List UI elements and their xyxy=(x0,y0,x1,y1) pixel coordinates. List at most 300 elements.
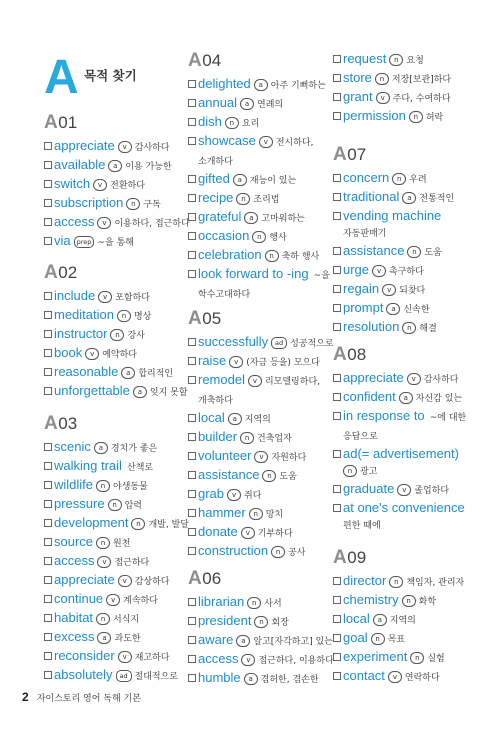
checkbox-icon[interactable] xyxy=(44,311,52,319)
pos-icon: a xyxy=(240,98,254,110)
vocab-item xyxy=(44,213,190,232)
vocab-item xyxy=(188,466,334,485)
checkbox-icon[interactable] xyxy=(44,330,52,338)
checkbox-icon[interactable] xyxy=(44,671,52,679)
section-letter: A xyxy=(44,112,58,133)
pos-icon: n xyxy=(371,633,385,645)
vocab-item xyxy=(188,265,330,303)
vocab-meaning: 예약하다 xyxy=(102,350,137,360)
vocab-item xyxy=(188,371,334,409)
vocab-item xyxy=(333,242,454,261)
pos-icon: n xyxy=(375,73,389,85)
checkbox-icon[interactable] xyxy=(44,500,52,508)
checkbox-icon[interactable] xyxy=(333,323,341,331)
section-heading xyxy=(44,112,190,134)
vocab-word: remodel xyxy=(198,372,245,387)
chapter-title: 목적 찾기 xyxy=(84,68,137,83)
vocab-word: celebration xyxy=(198,247,262,262)
checkbox-icon[interactable] xyxy=(44,557,52,565)
checkbox-icon[interactable] xyxy=(333,212,341,220)
vocab-item xyxy=(44,194,190,213)
vocab-meaning: 도움 xyxy=(279,472,297,482)
checkbox-icon[interactable] xyxy=(333,285,341,293)
pos-icon: v xyxy=(259,136,273,148)
vocab-meaning: 재능이 있는 xyxy=(249,176,297,186)
vocab-item xyxy=(333,591,464,610)
vocab-item xyxy=(44,438,189,457)
vocab-item xyxy=(188,189,330,208)
vocab-word: chemistry xyxy=(343,592,399,607)
vocab-word: ad(= advertisement) xyxy=(343,446,459,461)
checkbox-icon[interactable] xyxy=(44,633,52,641)
vocab-word: assistance xyxy=(343,243,405,258)
vocab-meaning: 요청 xyxy=(406,56,424,66)
vocab-item xyxy=(188,485,334,504)
vocab-meaning: 연락하다 xyxy=(404,673,440,683)
vocab-word: local xyxy=(198,410,225,425)
vocab-meaning: 신속한 xyxy=(403,305,430,315)
pos-icon: n xyxy=(126,198,140,210)
vocab-word: pressure xyxy=(54,496,105,511)
vocab-item xyxy=(44,609,189,628)
vocab-word: switch xyxy=(54,176,91,191)
vocab-item xyxy=(333,299,454,318)
vocab-word: available xyxy=(54,157,106,172)
vocab-meaning: 전시하다, xyxy=(275,138,314,148)
pos-icon: a xyxy=(108,160,122,172)
vocab-item xyxy=(333,445,466,480)
vocab-word: request xyxy=(343,51,387,66)
checkbox-icon[interactable] xyxy=(333,266,341,274)
pos-icon: n xyxy=(402,595,416,607)
checkbox-icon[interactable] xyxy=(188,636,196,644)
vocab-word: wildlife xyxy=(54,477,94,492)
word-section xyxy=(333,547,464,686)
word-section xyxy=(188,308,334,561)
pos-icon: n xyxy=(254,616,268,628)
checkbox-icon[interactable] xyxy=(188,674,196,682)
checkbox-icon[interactable] xyxy=(188,471,196,479)
vocab-item xyxy=(44,325,188,344)
vocab-word: showcase xyxy=(198,133,256,148)
checkbox-icon[interactable] xyxy=(188,528,196,536)
section-heading xyxy=(333,344,466,366)
pos-icon: a xyxy=(97,632,111,644)
vocab-item xyxy=(188,650,334,669)
vocab-word: raise xyxy=(198,353,227,368)
vocab-word: meditation xyxy=(54,307,114,322)
checkbox-icon[interactable] xyxy=(44,481,52,489)
checkbox-icon[interactable] xyxy=(333,412,341,420)
checkbox-icon[interactable] xyxy=(333,55,341,63)
vocab-item xyxy=(44,476,189,495)
vocab-word: scenic xyxy=(54,439,91,454)
pos-icon: prep xyxy=(74,236,95,248)
pos-icon: n xyxy=(225,117,239,129)
checkbox-icon[interactable] xyxy=(44,349,52,357)
vocab-word: habitat xyxy=(54,610,94,625)
vocab-item xyxy=(333,610,464,629)
vocab-word: traditional xyxy=(343,189,400,204)
checkbox-icon[interactable] xyxy=(44,519,52,527)
vocab-item xyxy=(333,280,454,299)
vocab-word: librarian xyxy=(198,594,245,609)
pos-icon: v xyxy=(382,284,396,296)
vocab-word: annual xyxy=(198,95,238,110)
vocab-word: permission xyxy=(343,108,406,123)
checkbox-icon[interactable] xyxy=(188,137,196,145)
word-section xyxy=(188,50,330,303)
vocab-word: contact xyxy=(343,668,385,683)
pos-icon: a xyxy=(244,673,258,685)
vocab-word: prompt xyxy=(343,300,384,315)
vocab-word: regain xyxy=(343,281,380,296)
checkbox-icon[interactable] xyxy=(44,576,52,584)
pos-icon: n xyxy=(247,597,261,609)
checkbox-icon[interactable] xyxy=(44,462,52,470)
vocab-item xyxy=(44,533,189,552)
pos-icon: a xyxy=(133,386,147,398)
pos-icon: n xyxy=(240,432,254,444)
vocab-word: include xyxy=(54,288,96,303)
checkbox-icon[interactable] xyxy=(333,615,341,623)
checkbox-icon[interactable] xyxy=(188,414,196,422)
vocab-word: unforgettable xyxy=(54,383,130,398)
pos-icon: v xyxy=(118,141,132,153)
vocab-word: goal xyxy=(343,630,368,645)
vocab-word: access xyxy=(54,553,95,568)
pos-icon: v xyxy=(229,356,243,368)
vocab-item xyxy=(188,352,334,371)
vocab-meaning-cont: 소개하다 xyxy=(198,157,233,167)
vocab-meaning: 행사 xyxy=(269,233,287,243)
checkbox-icon[interactable] xyxy=(333,93,341,101)
pos-icon: n xyxy=(389,54,403,66)
checkbox-icon[interactable] xyxy=(44,218,52,226)
pos-icon: n xyxy=(236,193,250,205)
checkbox-icon[interactable] xyxy=(188,80,196,88)
vocab-meaning: 강사 xyxy=(127,331,145,341)
vocab-meaning: 되찾다 xyxy=(399,286,426,296)
checkbox-icon[interactable] xyxy=(188,433,196,441)
vocab-meaning: 이용 가능한 xyxy=(125,162,172,172)
vocab-item xyxy=(333,261,454,280)
checkbox-icon[interactable] xyxy=(44,142,52,150)
vocab-word: urge xyxy=(343,262,370,277)
vocab-meaning: 개발, 발달 xyxy=(148,520,189,530)
section-heading xyxy=(188,308,334,330)
vocab-item xyxy=(44,514,189,533)
word-section xyxy=(188,568,334,688)
section-letter: A xyxy=(188,568,202,589)
vocab-item xyxy=(44,552,189,571)
vocab-item xyxy=(333,572,464,591)
vocab-meaning: 성공적으로 xyxy=(290,339,334,349)
vocab-meaning: 이용하다, 접근하다 xyxy=(114,219,190,229)
vocab-meaning: 해결 xyxy=(419,324,437,334)
checkbox-icon[interactable] xyxy=(44,652,52,660)
vocab-meaning: 저장[보관]하다 xyxy=(391,75,452,85)
checkbox-icon[interactable] xyxy=(188,270,196,278)
checkbox-icon[interactable] xyxy=(333,74,341,82)
word-section xyxy=(44,262,188,401)
checkbox-icon[interactable] xyxy=(44,387,52,395)
vocab-meaning: 공사 xyxy=(288,548,306,558)
checkbox-icon[interactable] xyxy=(333,304,341,312)
vocab-item xyxy=(44,363,188,382)
section-heading xyxy=(44,413,189,435)
section-heading xyxy=(333,144,454,166)
checkbox-icon[interactable] xyxy=(44,180,52,188)
vocab-item xyxy=(333,388,466,407)
vocab-word: occasion xyxy=(198,228,250,243)
vocab-meaning: 압력 xyxy=(124,501,142,511)
pos-icon: v xyxy=(97,217,111,229)
pos-icon: v xyxy=(118,651,132,663)
vocab-meaning-cont: 학수고대하다 xyxy=(198,290,251,300)
vocab-item xyxy=(333,369,466,388)
vocab-item xyxy=(333,629,464,648)
vocab-meaning: 조리법 xyxy=(253,195,280,205)
pos-icon: n xyxy=(249,508,263,520)
vocab-word: delighted xyxy=(198,76,251,91)
vocab-item xyxy=(188,504,334,523)
vocab-word: volunteer xyxy=(198,448,252,463)
vocab-item xyxy=(333,407,466,445)
section-number: 03 xyxy=(58,414,78,433)
vocab-meaning: 쥐다 xyxy=(244,491,262,501)
vocab-word: dish xyxy=(198,114,222,129)
vocab-word: assistance xyxy=(198,467,260,482)
vocab-meaning: 우려 xyxy=(409,175,427,185)
checkbox-icon[interactable] xyxy=(44,292,52,300)
checkbox-icon[interactable] xyxy=(333,577,341,585)
vocab-word: donate xyxy=(198,524,238,539)
vocab-word: director xyxy=(343,573,387,588)
checkbox-icon[interactable] xyxy=(188,194,196,202)
vocab-meaning: 원천 xyxy=(113,539,131,549)
checkbox-icon[interactable] xyxy=(188,118,196,126)
checkbox-icon[interactable] xyxy=(333,112,341,120)
checkbox-icon[interactable] xyxy=(188,598,196,606)
vocab-word: graduate xyxy=(343,481,395,496)
section-heading xyxy=(333,547,464,569)
vocab-word: president xyxy=(198,613,252,628)
pos-icon: v xyxy=(93,179,107,191)
checkbox-icon[interactable] xyxy=(188,617,196,625)
pos-icon: n xyxy=(110,329,124,341)
vocab-meaning: 주다, 수여하다 xyxy=(392,94,451,104)
vocab-item xyxy=(188,631,334,650)
vocab-meaning: 건축업자 xyxy=(257,434,292,444)
vocab-item xyxy=(44,457,189,476)
vocab-word: absolutely xyxy=(54,667,113,682)
pos-icon: n xyxy=(96,480,110,492)
vocab-item xyxy=(333,667,464,686)
vocab-meaning: ~을 통해 xyxy=(97,238,134,248)
vocab-word: store xyxy=(343,70,372,85)
checkbox-icon[interactable] xyxy=(188,509,196,517)
vocab-word: look forward to -ing xyxy=(198,266,309,281)
checkbox-icon[interactable] xyxy=(188,376,196,384)
vocab-meaning: 전통적인 xyxy=(419,194,455,204)
vocab-item xyxy=(188,208,330,227)
vocab-meaning: 감상하다 xyxy=(134,577,170,587)
pos-icon: n xyxy=(271,546,285,558)
checkbox-icon[interactable] xyxy=(333,634,341,642)
pos-icon: v xyxy=(98,291,112,303)
checkbox-icon[interactable] xyxy=(333,450,341,458)
vocab-item xyxy=(44,156,190,175)
vocab-word: resolution xyxy=(343,319,400,334)
vocab-item xyxy=(333,50,451,69)
vocab-meaning: (자금 등을) 모으다 xyxy=(246,358,320,368)
pos-icon: a xyxy=(94,442,108,454)
vocab-word: access xyxy=(54,214,95,229)
pos-icon: a xyxy=(402,192,416,204)
pos-icon: n xyxy=(402,322,416,334)
vocab-meaning-cont: 편한 때에 xyxy=(343,521,381,531)
checkbox-icon[interactable] xyxy=(44,595,52,603)
vocab-meaning: 접근하다 xyxy=(114,558,150,568)
pos-icon: n xyxy=(410,652,424,664)
pos-icon: v xyxy=(85,348,99,360)
checkbox-icon[interactable] xyxy=(333,193,341,201)
pos-icon: v xyxy=(388,671,402,683)
pos-icon: v xyxy=(248,375,262,387)
checkbox-icon[interactable] xyxy=(188,452,196,460)
vocab-item xyxy=(188,523,334,542)
vocab-word: grant xyxy=(343,89,373,104)
vocab-word: excess xyxy=(54,629,95,644)
vocab-meaning: 허락 xyxy=(425,113,444,123)
checkbox-icon[interactable] xyxy=(333,174,341,182)
checkbox-icon[interactable] xyxy=(188,338,196,346)
vocab-word: construction xyxy=(198,543,269,558)
section-letter: A xyxy=(188,308,202,329)
section-heading xyxy=(188,50,330,72)
pos-icon: n xyxy=(108,499,122,511)
checkbox-icon[interactable] xyxy=(188,251,196,259)
vocab-item xyxy=(188,669,334,688)
checkbox-icon[interactable] xyxy=(188,547,196,555)
pos-icon: n xyxy=(96,613,110,625)
checkbox-icon[interactable] xyxy=(44,368,52,376)
vocab-item xyxy=(333,207,454,242)
word-section xyxy=(44,112,190,251)
vocab-item xyxy=(188,170,330,189)
checkbox-icon[interactable] xyxy=(188,175,196,183)
section-number: 07 xyxy=(347,145,367,164)
vocab-word: via xyxy=(54,233,71,248)
checkbox-icon[interactable] xyxy=(44,443,52,451)
vocab-meaning: ~을 xyxy=(313,271,330,281)
checkbox-icon[interactable] xyxy=(188,213,196,221)
vocab-meaning: 실험 xyxy=(427,654,445,664)
vocab-item xyxy=(188,612,334,631)
vocab-word: at one's convenience xyxy=(343,500,465,515)
vocab-item xyxy=(44,495,189,514)
pos-icon: v xyxy=(254,451,268,463)
checkbox-icon[interactable] xyxy=(333,653,341,661)
checkbox-icon[interactable] xyxy=(188,490,196,498)
pos-icon: a xyxy=(386,303,400,315)
vocab-item xyxy=(188,593,334,612)
pos-icon: v xyxy=(97,556,111,568)
vocab-word: concern xyxy=(343,170,390,185)
vocab-item xyxy=(188,428,334,447)
vocab-item xyxy=(188,75,330,94)
checkbox-icon[interactable] xyxy=(333,596,341,604)
vocab-word: source xyxy=(54,534,94,549)
vocab-meaning-cont: 자동판매기 xyxy=(343,229,387,239)
book-title: 자이스토리 영어 독해 기본 xyxy=(36,694,141,704)
section-letter: A xyxy=(188,50,202,71)
vocab-meaning-cont: 응답으로 xyxy=(343,432,378,442)
vocab-word: reasonable xyxy=(54,364,119,379)
vocab-meaning: ~에 대한 xyxy=(429,413,467,423)
section-number: 05 xyxy=(202,309,222,328)
section-heading xyxy=(188,568,334,590)
checkbox-icon[interactable] xyxy=(333,504,341,512)
checkbox-icon[interactable] xyxy=(333,672,341,680)
pos-icon: v xyxy=(227,489,241,501)
vocab-word: grab xyxy=(198,486,225,501)
vocab-word: continue xyxy=(54,591,104,606)
checkbox-icon[interactable] xyxy=(188,357,196,365)
vocab-meaning: 절대적으로 xyxy=(134,672,179,682)
checkbox-icon[interactable] xyxy=(188,232,196,240)
pos-icon: v xyxy=(241,527,255,539)
pos-icon: a xyxy=(373,614,387,626)
vocab-meaning: 자신감 있는 xyxy=(415,394,463,404)
pos-icon: n xyxy=(389,576,403,588)
checkbox-icon[interactable] xyxy=(44,237,52,245)
checkbox-icon[interactable] xyxy=(188,99,196,107)
vocab-meaning: 구독 xyxy=(143,200,161,210)
checkbox-icon[interactable] xyxy=(44,161,52,169)
checkbox-icon[interactable] xyxy=(333,393,341,401)
checkbox-icon[interactable] xyxy=(44,538,52,546)
vocab-meaning: 알고[자각하고] 있는 xyxy=(253,637,333,647)
checkbox-icon[interactable] xyxy=(333,247,341,255)
pos-icon: v xyxy=(241,654,255,666)
section-number: 04 xyxy=(202,51,222,70)
word-section xyxy=(44,413,189,685)
vocab-item xyxy=(333,480,466,499)
pos-icon: a xyxy=(228,413,242,425)
pos-icon: ad xyxy=(271,337,287,349)
page-number: 2 xyxy=(22,690,29,704)
vocab-item xyxy=(188,542,334,561)
vocab-meaning: 기부하다 xyxy=(257,529,293,539)
checkbox-icon[interactable] xyxy=(44,199,52,207)
checkbox-icon[interactable] xyxy=(333,485,341,493)
pos-icon: n xyxy=(265,250,279,262)
checkbox-icon[interactable] xyxy=(333,374,341,382)
vocab-item xyxy=(333,499,466,534)
vocab-meaning: 합리적인 xyxy=(138,369,174,379)
vocab-meaning: 요리 xyxy=(241,119,260,129)
vocab-word: vending machine xyxy=(343,208,442,223)
checkbox-icon[interactable] xyxy=(188,655,196,663)
checkbox-icon[interactable] xyxy=(44,614,52,622)
word-section xyxy=(333,144,454,337)
vocab-meaning: 지역의 xyxy=(244,415,271,425)
pos-icon: n xyxy=(409,111,423,123)
section-letter: A xyxy=(44,413,58,434)
vocab-item xyxy=(44,344,188,363)
